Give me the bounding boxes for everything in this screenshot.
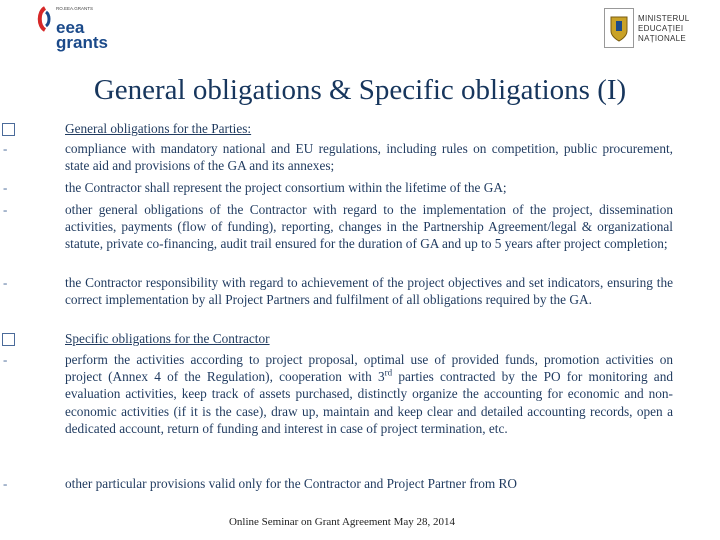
general-item-1: compliance with mandatory national and EU regulations, including rules on competition, public procurement, state aid and provisions of the GA and its annexes; [65, 141, 673, 174]
general-item-3: other general obligations of the Contractor with regard to the implementation of the project, dissemination activities, payments (flow of funding), reporting, changes in the Partnership Agreement/legal & organizational statute, private co-financing, audit trail ensured for the duration of GA and up to 5 years after project completion; [65, 202, 673, 252]
eea-grants-logo [36, 6, 116, 56]
checkbox-bullet-icon [2, 123, 15, 136]
dash-bullet: - [3, 352, 8, 367]
ministry-logo [604, 8, 714, 48]
dash-bullet: - [3, 202, 8, 217]
general-item-4: the Contractor responsibility with regard to achievement of the project objectives and set indicators, ensuring the correct implementation by all Project Partners and fulfilment of all obligations required by the GA. [65, 275, 673, 308]
slide-footer: Online Seminar on Grant Agreement May 28, 2014 [228, 516, 456, 528]
ministry-name: MINISTERUL EDUCAȚIEI NAȚIONALE [638, 14, 690, 43]
logo-brand: eea grants [56, 18, 108, 52]
eea-grants-mark-icon [36, 6, 54, 32]
general-obligations-heading: General obligations for the Parties: [65, 121, 252, 136]
specific-item-1: perform the activities according to project proposal, optimal use of provided funds, promotion activities on project (Annex 4 of the Regulation), cooperation with 3rd parties contracted by the PO for monitoring and evaluation activities, keep track of assets purchased, distinctly organize the accounting for economic and non-economic activities (if it is the case), draw up, maintain and keep clear and detailed accounting records, open a dedicated account, return of funding and interest in case of project termination, etc. [65, 352, 674, 436]
dash-bullet: - [3, 180, 8, 195]
checkbox-bullet-icon [2, 333, 15, 346]
dash-bullet: - [3, 141, 8, 156]
coat-of-arms-icon [604, 8, 634, 48]
logo-tagline: RO.EEA.GRANTS [56, 6, 94, 11]
dash-bullet: - [3, 476, 8, 491]
dash-bullet: - [3, 275, 8, 290]
general-item-2: the Contractor shall represent the project consortium within the lifetime of the GA; [65, 180, 507, 195]
slide-title: General obligations & Specific obligations (I) [93, 74, 627, 106]
specific-obligations-heading: Specific obligations for the Contractor [65, 331, 270, 346]
specific-item-2: other particular provisions valid only for the Contractor and Project Partner from RO [65, 476, 517, 491]
